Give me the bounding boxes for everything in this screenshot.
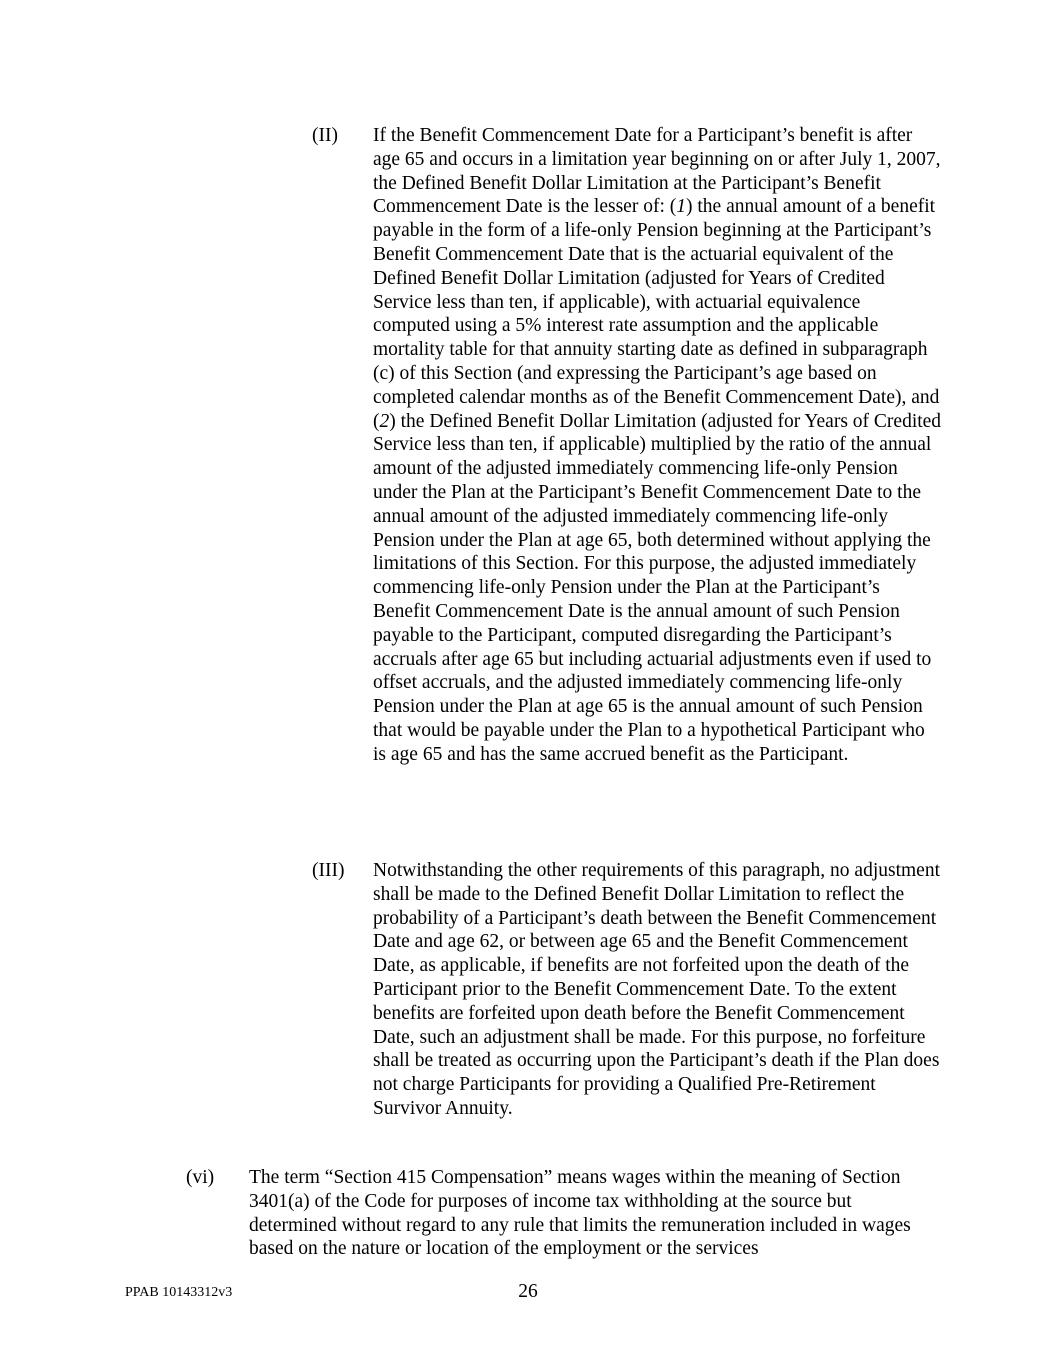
clause-marker: (II) bbox=[312, 125, 338, 146]
page-number: 26 bbox=[518, 1281, 538, 1302]
clause-text: The term “Section 415 Compensation” means wages within the meaning of Section 3401(a) of the Code for purposes of income tax withholding at the source but determined without regard to any rule that limits the remuneration included in wages based on the nature or location of the employment or the services bbox=[249, 1167, 911, 1260]
document-id: PPAB 10143312v3 bbox=[125, 1285, 233, 1300]
clause-text-part: ) the Defined Benefit Dollar Limitation (adjusted for Years of Credited Service less than ten, if applicable) multiplied by the ratio of the annual amount of the adjusted immediately commencing life-only Pension under the Plan at the Participant’s Benefit Commencement Date to the annual amount of the adjusted immediately commencing life-only Pension under the Plan at age 65, both determined without applying the limitations of this Section. For this purpose, the adjusted immediately commencing life-only Pension under the Plan at the Participant’s Benefit Commencement Date is the annual amount of such Pension payable to the Participant, computed disregarding the Participant’s accruals after age 65 but including actuarial adjustments even if used to offset accruals, and the adjusted immediately commencing life-only Pension under the Plan at age 65 is the annual amount of such Pension that would be payable under the Plan to a hypothetical Participant who is age 65 and has the same accrued benefit as the Participant. bbox=[373, 410, 942, 765]
clause-text-part: If the Benefit Commencement Date for a Participant’s benefit is after age 65 and occurs in a limitation year beginning on or after July 1, 2007, the Defined Benefit Dollar Limitation at the Participant’s Benefit Commencement Date is the lesser of: ( bbox=[373, 125, 941, 218]
clause-text-part: ) the annual amount of a benefit payable in the form of a life-only Pension beginning at the Participant’s Benefit Commencement Date that is the actuarial equivalent of the Defined Benefit Dollar Limitation (adjusted for Years of Credited Service less than ten, if applicable), with actuarial equivalence computed using a 5% interest rate assumption and the applicable mortality table for that annuity starting date as defined in subparagraph (c) of this Section (and expressing the Participant’s age based on completed calendar months as of the Benefit Commencement Date), and ( bbox=[373, 196, 940, 432]
clause-numeral: 2 bbox=[379, 410, 390, 432]
clause-text: Notwithstanding the other requirements of this paragraph, no adjustment shall be made to the Defined Benefit Dollar Limitation to reflect the probability of a Participant’s death between the Benefit Commencement Date and age 62, or between age 65 and the Benefit Commencement Date, as applicable, if benefits are not forfeited upon the death of the Participant prior to the Benefit Commencement Date. To the extent benefits are forfeited upon death before the Benefit Commencement Date, such an adjustment shall be made. For this purpose, no forfeiture shall be treated as occurring upon the Participant’s death if the Plan does not charge Participants for providing a Qualified Pre-Retirement Survivor Annuity. bbox=[373, 860, 940, 1119]
clause-text bbox=[373, 124, 942, 767]
clause-numeral: 1 bbox=[676, 196, 686, 218]
clause-marker: (vi) bbox=[186, 1167, 215, 1188]
clause-marker: (III) bbox=[312, 860, 345, 881]
